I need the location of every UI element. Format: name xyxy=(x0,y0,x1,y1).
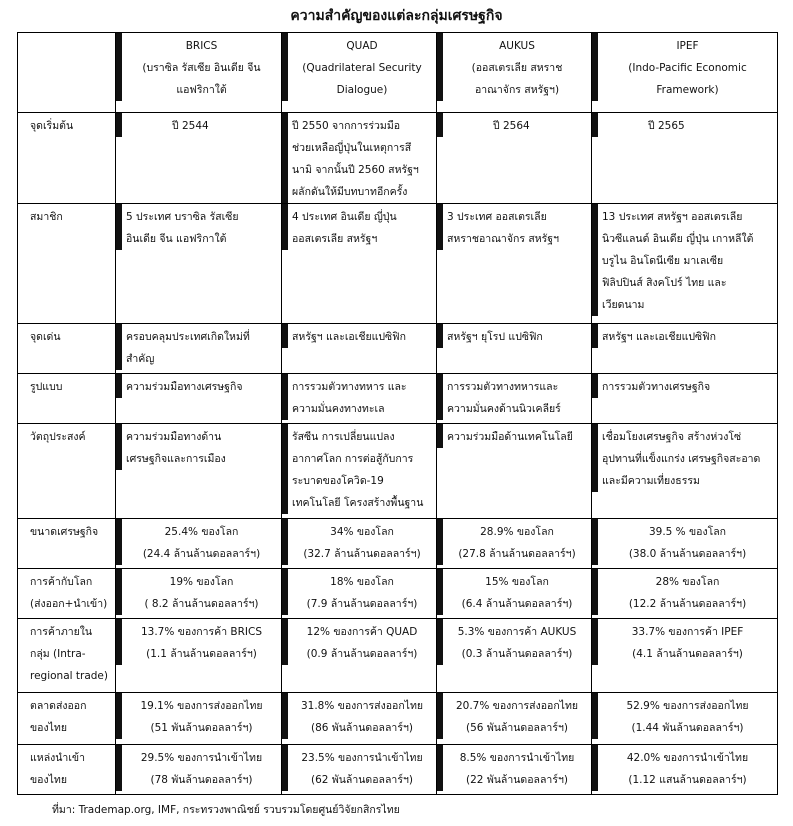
column-header-name: AUKUS xyxy=(499,40,535,52)
cell-text-line: (51 พันล้านดอลลาร์ฯ) xyxy=(150,722,253,734)
cell-text-line: (7.9 ล้านล้านดอลลาร์ฯ) xyxy=(306,598,418,610)
cell-text-line: ความมั่นคงด้านนิวเคลียร์ xyxy=(447,403,561,415)
cell-text-line: ปี 2550 จากการร่วมมือ xyxy=(292,120,401,132)
cell-text-line: 13 ประเทศ สหรัฐฯ ออสเตรเลีย xyxy=(602,211,743,223)
cell-text-line: 12% ของการค้า QUAD xyxy=(306,626,418,638)
data-cell xyxy=(592,569,778,619)
cell-text-line: จุดเริ่มต้น xyxy=(30,120,74,132)
cell-text-line: เวียดนาม xyxy=(602,299,645,311)
table-row xyxy=(18,569,778,619)
data-cell xyxy=(116,745,282,795)
data-cell xyxy=(282,569,437,619)
data-cell xyxy=(592,424,778,519)
cell-text-line: (86 พันล้านดอลลาร์ฯ) xyxy=(311,722,413,734)
cell-text-line: (12.2 ล้านล้านดอลลาร์ฯ) xyxy=(628,598,747,610)
data-cell xyxy=(116,113,282,204)
cell-text-line: 19.1% ของการส่งออกไทย xyxy=(140,700,263,712)
data-cell xyxy=(592,745,778,795)
row-label-cell xyxy=(18,569,116,619)
cell-text-line: ฟิลิปปินส์ สิงคโปร์ ไทย และ xyxy=(602,277,727,289)
table-row xyxy=(18,374,778,424)
cell-text-line: และมีความเที่ยงธรรม xyxy=(602,475,700,487)
data-cell xyxy=(116,324,282,374)
cell-text-line: (62 พันล้านดอลลาร์ฯ) xyxy=(311,774,413,786)
cell-text-line: เศรษฐกิจและการเมือง xyxy=(126,453,226,465)
cell-text-line: อากาศโลก การต่อสู้กับการ xyxy=(292,453,414,465)
data-cell xyxy=(592,693,778,745)
data-cell xyxy=(592,113,778,204)
data-cell xyxy=(282,424,437,519)
cell-text-line: (32.7 ล้านล้านดอลลาร์ฯ) xyxy=(303,548,421,560)
cell-text-line: สหรัฐฯ และเอเชียแปซิฟิก xyxy=(292,331,406,343)
cell-text-line: อุปทานที่แข็งแกร่ง เศรษฐกิจสะอาด xyxy=(602,453,761,465)
table-row xyxy=(18,324,778,374)
cell-text-line: (Quadrilateral Security xyxy=(302,62,422,74)
cell-text-line: 4 ประเทศ อินเดีย ญี่ปุ่น xyxy=(292,211,397,223)
data-cell xyxy=(116,519,282,569)
cell-text-line: 3 ประเทศ ออสเตรเลีย xyxy=(447,211,547,223)
row-label-cell xyxy=(18,374,116,424)
cell-text-line: (Indo-Pacific Economic xyxy=(628,62,747,74)
cell-text-line: 28% ของโลก xyxy=(655,576,720,588)
cell-text-line: (0.3 ล้านล้านดอลลาร์ฯ) xyxy=(461,648,573,660)
cell-text-line: ตลาดส่งออก xyxy=(30,700,87,712)
data-cell xyxy=(282,324,437,374)
cell-text-line: 42.0% ของการนำเข้าไทย xyxy=(626,752,749,764)
cell-text-line: 28.9% ของโลก xyxy=(480,526,554,538)
cell-text-line: (0.9 ล้านล้านดอลลาร์ฯ) xyxy=(306,648,418,660)
cell-text-line: ปี 2564 xyxy=(493,120,530,132)
cell-text-line: 8.5% ของการนำเข้าไทย xyxy=(459,752,575,764)
cell-text-line: ผลักดันให้มีบทบาทอีกครั้ง xyxy=(292,186,408,198)
cell-text-line: (6.4 ล้านล้านดอลลาร์ฯ) xyxy=(461,598,573,610)
cell-text-line: ช่วยเหลือญี่ปุ่นในเหตุการสึ xyxy=(292,142,412,154)
comparison-table xyxy=(17,32,778,795)
cell-text-line: 23.5% ของการนำเข้าไทย xyxy=(301,752,423,764)
row-label-cell xyxy=(18,424,116,519)
cell-text-line: (ส่งออก+นำเข้า) xyxy=(30,598,108,610)
data-cell xyxy=(437,693,592,745)
cell-text-line: รูปแบบ xyxy=(30,381,63,393)
data-cell xyxy=(282,619,437,693)
table-row xyxy=(18,424,778,519)
row-label-cell xyxy=(18,619,116,693)
data-cell xyxy=(116,619,282,693)
data-cell xyxy=(437,519,592,569)
cell-text-line: อาณาจักร สหรัฐฯ) xyxy=(474,84,560,96)
cell-text-line: 25.4% ของโลก xyxy=(164,526,239,538)
cell-text-line: แอฟริกาใต้ xyxy=(176,84,227,96)
cell-text-line: 20.7% ของการส่งออกไทย xyxy=(455,700,579,712)
cell-text-line: การค้าภายใน xyxy=(30,626,93,638)
header-corner-cell xyxy=(18,33,116,113)
source-note: ที่มา: Trademap.org, IMF, กระทรวงพาณิชย์ รวบรวมโดยศูนย์วิจัยกสิกรไทย xyxy=(52,804,400,816)
cell-text-line: 15% ของโลก xyxy=(485,576,549,588)
cell-text-line: (บราซิล รัสเซีย อินเดีย จีน xyxy=(142,62,261,74)
data-cell xyxy=(282,519,437,569)
cell-text-line: 33.7% ของการค้า IPEF xyxy=(631,626,744,638)
cell-text-line: ปี 2565 xyxy=(648,120,685,132)
cell-text-line: 18% ของโลก xyxy=(330,576,394,588)
cell-text-line: 39.5 % ของโลก xyxy=(648,526,727,538)
cell-text-line: การค้ากับโลก xyxy=(30,576,93,588)
data-cell xyxy=(592,374,778,424)
data-cell xyxy=(592,519,778,569)
cell-text-line: ขนาดเศรษฐกิจ xyxy=(30,526,99,538)
row-label-cell xyxy=(18,693,116,745)
cell-text-line: เชื่อมโยงเศรษฐกิจ สร้างห่วงโซ่ xyxy=(602,431,742,443)
cell-text-line: (1.12 แสนล้านดอลลาร์ฯ) xyxy=(628,774,747,786)
cell-text-line: ระบาดของโควิด-19 xyxy=(292,475,384,487)
column-header-name: QUAD xyxy=(346,40,378,52)
data-cell xyxy=(116,374,282,424)
cell-text-line: กลุ่ม (Intra- xyxy=(30,648,86,660)
row-label-cell xyxy=(18,113,116,204)
data-cell xyxy=(282,745,437,795)
cell-text-line: การรวมตัวทางเศรษฐกิจ xyxy=(602,381,711,393)
cell-text-line: สหราชอาณาจักร สหรัฐฯ xyxy=(447,233,559,245)
cell-text-line: สหรัฐฯ และเอเชียแปซิฟิก xyxy=(602,331,716,343)
cell-text-line: นามิ จากนั้นปี 2560 สหรัฐฯ xyxy=(292,164,419,176)
data-cell xyxy=(282,693,437,745)
data-cell xyxy=(437,374,592,424)
row-label-cell xyxy=(18,204,116,324)
table-row xyxy=(18,204,778,324)
cell-text-line: ความร่วมมือทางเศรษฐกิจ xyxy=(126,381,243,393)
data-cell xyxy=(282,113,437,204)
data-cell xyxy=(437,204,592,324)
cell-text-line: ความมั่นคงทางทะเล xyxy=(292,403,385,415)
cell-text-line: 19% ของโลก xyxy=(169,576,234,588)
data-cell xyxy=(592,204,778,324)
data-cell xyxy=(592,324,778,374)
header-row xyxy=(18,33,778,113)
data-cell xyxy=(282,204,437,324)
cell-text-line: (27.8 ล้านล้านดอลลาร์ฯ) xyxy=(458,548,576,560)
cell-text-line: ออสเตรเลีย สหรัฐฯ xyxy=(292,233,378,245)
cell-text-line: อินเดีย จีน แอฟริกาใต้ xyxy=(126,233,227,245)
cell-text-line: การรวมตัวทางทหาร และ xyxy=(292,381,407,393)
data-cell xyxy=(437,745,592,795)
page-title: ความสำคัญของแต่ละกลุ่มเศรษฐกิจ xyxy=(290,8,503,24)
cell-text-line: (1.1 ล้านล้านดอลลาร์ฯ) xyxy=(146,648,257,660)
cell-text-line: วัตถุประสงค์ xyxy=(30,431,86,443)
cell-text-line: (78 พันล้านดอลลาร์ฯ) xyxy=(150,774,253,786)
cell-text-line: 5 ประเทศ บราซิล รัสเซีย xyxy=(126,211,239,223)
table-row xyxy=(18,113,778,204)
cell-text-line: (22 พันล้านดอลลาร์ฯ) xyxy=(466,774,568,786)
table-row xyxy=(18,619,778,693)
cell-text-line: 34% ของโลก xyxy=(330,526,394,538)
column-header-name: IPEF xyxy=(676,40,699,52)
cell-text-line: (38.0 ล้านล้านดอลลาร์ฯ) xyxy=(628,548,747,560)
data-cell xyxy=(116,569,282,619)
data-cell xyxy=(116,693,282,745)
cell-text-line: 31.8% ของการส่งออกไทย xyxy=(300,700,424,712)
cell-text-line: สมาชิก xyxy=(30,211,63,223)
cell-text-line: 29.5% ของการนำเข้าไทย xyxy=(140,752,263,764)
column-header-aukus xyxy=(437,33,592,113)
cell-text-line: ความร่วมมือด้านเทคโนโลยี xyxy=(447,431,573,443)
cell-text-line: (56 พันล้านดอลลาร์ฯ) xyxy=(466,722,568,734)
cell-text-line: ความร่วมมือทางด้าน xyxy=(126,431,222,443)
data-cell xyxy=(437,569,592,619)
cell-text-line: เทคโนโลยี โครงสร้างพื้นฐาน xyxy=(292,497,424,509)
cell-text-line: จุดเด่น xyxy=(30,331,61,343)
column-header-brics xyxy=(116,33,282,113)
cell-text-line: ครอบคลุมประเทศเกิดใหม่ที่ xyxy=(126,331,250,343)
cell-text-line: บรูไน อินโดนีเซีย มาเลเซีย xyxy=(602,255,724,267)
cell-text-line: regional trade) xyxy=(30,670,108,682)
cell-text-line: (4.1 ล้านล้านดอลลาร์ฯ) xyxy=(632,648,743,660)
cell-text-line: 52.9% ของการส่งออกไทย xyxy=(626,700,749,712)
cell-text-line: นิวซีแลนด์ อินเดีย ญี่ปุ่น เกาหลีใต้ xyxy=(602,233,754,245)
cell-text-line: ของไทย xyxy=(30,774,67,786)
column-header-name: BRICS xyxy=(185,40,218,52)
data-cell xyxy=(437,113,592,204)
cell-text-line: การรวมตัวทางทหารและ xyxy=(447,381,559,393)
row-label-cell xyxy=(18,745,116,795)
cell-text-line: ( 8.2 ล้านล้านดอลลาร์ฯ) xyxy=(144,598,259,610)
cell-text-line: 13.7% ของการค้า BRICS xyxy=(140,626,263,638)
cell-text-line: รัสซีน การเปลี่ยนแปลง xyxy=(292,431,395,443)
cell-text-line: (ออสเตรเลีย สหราช xyxy=(471,62,563,74)
cell-text-line: สหรัฐฯ ยุโรป แปซิฟิก xyxy=(447,331,543,343)
column-header-ipef xyxy=(592,33,778,113)
row-label-cell xyxy=(18,519,116,569)
data-cell xyxy=(116,424,282,519)
column-header-quad xyxy=(282,33,437,113)
data-cell xyxy=(437,619,592,693)
table-row xyxy=(18,693,778,745)
cell-text-line: (1.44 พันล้านดอลลาร์ฯ) xyxy=(631,722,744,734)
data-cell xyxy=(437,324,592,374)
cell-text-line: สำคัญ xyxy=(126,353,155,365)
cell-text-line: 5.3% ของการค้า AUKUS xyxy=(457,626,577,638)
table-row xyxy=(18,745,778,795)
row-label-cell xyxy=(18,324,116,374)
data-cell xyxy=(437,424,592,519)
cell-text-line: ปี 2544 xyxy=(172,120,209,132)
data-cell xyxy=(592,619,778,693)
cell-text-line: (24.4 ล้านล้านดอลลาร์ฯ) xyxy=(142,548,261,560)
data-cell xyxy=(282,374,437,424)
cell-text-line: Dialogue) xyxy=(336,84,388,96)
data-cell xyxy=(116,204,282,324)
table-row xyxy=(18,519,778,569)
cell-text-line: ของไทย xyxy=(30,722,67,734)
cell-text-line: Framework) xyxy=(656,84,719,96)
cell-text-line: แหล่งนำเข้า xyxy=(30,752,85,764)
